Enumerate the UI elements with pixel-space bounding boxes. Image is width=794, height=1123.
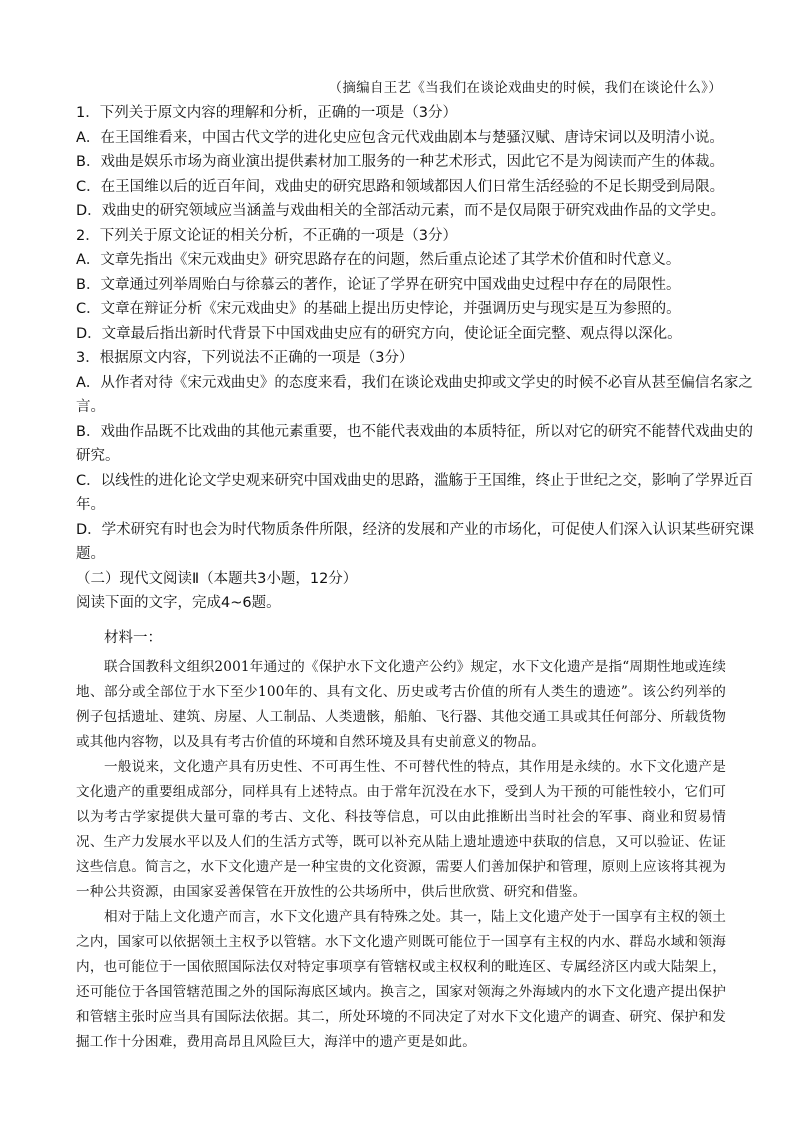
question-3-option-d-line1: D．学术研究有时也会为时代物质条件所限，经济的发展和产业的市场化，可促使人们深入认识某些研究课: [76, 521, 755, 538]
source-citation: （摘编自王艺《当我们在谈论戏曲史的时候，我们在谈论什么》）: [328, 80, 722, 96]
material-1-label: 材料一：: [104, 630, 162, 646]
question-1-option-d: D．戏曲史的研究领域应当涵盖与戏曲相关的全部活动元素，而不是仅局限于研究戏曲作品的文学史。: [76, 203, 726, 219]
material-1-text: [76, 655, 726, 1055]
section-2-instruction: 阅读下面的文字，完成4~6题。: [76, 595, 281, 611]
paragraph: 联合国教科文组织2001年通过的《保护水下文化遗产公约》规定，水下文化遗产是指“周期性地或连续地、部分或全部位于水下至少100年的、具有文化、历史或考古价值的所有人类生的遗迹”。该公约列举的例子包括遗址、建筑、房屋、人工制品、人类遗骸，船舶、飞行器、其他交通工具或其任何部分、所载货物或其他内容物，以及具有考古价值的环境和自然环境及具有史前意义的物品。: [76, 659, 726, 750]
question-3-option-b-line2: 研究。: [76, 448, 120, 464]
question-3-option-d-line2: 题。: [76, 546, 105, 562]
question-1-option-b: B．戏曲是娱乐市场为商业演出提供素材加工服务的一种艺术形式，因此它不是为阅读而产生的体裁。: [76, 154, 724, 170]
question-3-option-b-line1: B．戏曲作品既不比戏曲的其他元素重要，也不能代表戏曲的本质特征，所以对它的研究不能替代戏曲史的: [76, 423, 753, 440]
question-1-stem: 1．下列关于原文内容的理解和分析，正确的一项是（3分）: [76, 105, 457, 121]
question-3-option-c-line2: 年。: [76, 497, 105, 513]
question-2-option-d: D．文章最后指出新时代背景下中国戏曲史应有的研究方向，使论证全面完整、观点得以深化。: [76, 325, 682, 342]
question-block: [76, 101, 755, 616]
question-2-option-b: B．文章通过列举周贻白与徐慕云的著作，论证了学界在研究中国戏曲史过程中存在的局限性。: [76, 276, 681, 293]
question-1-option-c: C．在王国维以后的近百年间，戏曲史的研究思路和领域都因人们日常生活经验的不足长期受到局限。: [76, 178, 725, 195]
section-2-title: （二）现代文阅读Ⅱ（本题共3小题，12分）: [76, 570, 358, 587]
question-3-option-c-line1: C．以线性的进化论文学史观来研究中国戏曲史的思路，滥觞于王国维，终止于世纪之交，影响了学界近百: [76, 472, 754, 489]
question-3-stem: 3．根据原文内容，下列说法不正确的一项是（3分）: [76, 350, 414, 366]
question-2-option-c: C．文章在辩证分析《宋元戏曲史》的基础上提出历史悖论，并强调历史与现实是互为参照的。: [76, 301, 681, 317]
paragraph: 相对于陆上文化遗产而言，水下文化遗产具有特殊之处。其一，陆上文化遗产处于一国享有主权的领土之内，国家可以依据领土主权予以管辖。水下文化遗产则既可能位于一国享有主权的内水、群岛水域和领海内，也可能位于一国依照国际法仅对特定事项享有管辖权或主权权利的毗连区、专属经济区内或大陆架上，还可能位于各国管辖范围之外的国际海底区域内。换言之，国家对领海之外海域内的水下文化遗产提出保护和管辖主张时应当具有国际法依据。其二，所处环境的不同决定了对水下文化遗产的调查、研究、保护和发掘工作十分困难，费用高昂且风险巨大，海洋中的遗产更是如此。: [76, 909, 726, 1050]
paragraph: 一般说来，文化遗产具有历史性、不可再生性、不可替代性的特点，其作用是永续的。水下文化遗产是文化遗产的重要组成部分，同样具有上述特点。由于常年沉没在水下，受到人为干预的可能性较小，它们可以为考古学家提供大量可靠的考古、文化、科技等信息，可以由此推断出当时社会的军事、商业和贸易情况、生产力发展水平以及人们的生活方式等，既可以补充从陆上遗址遗迹中获取的信息，又可以验证、佐证这些信息。简言之，水下文化遗产是一种宝贵的文化资源，需要人们善加保护和管理，原则上应该将其视为一种公共资源，由国家妥善保管在开放性的公共场所中，供后世欣赏、研究和借鉴。: [76, 759, 726, 900]
question-3-option-a-line1: A．从作者对待《宋元戏曲史》的态度来看，我们在谈论戏曲史抑或文学史的时候不必盲从甚至偏信名家之: [76, 374, 753, 391]
question-2-stem: 2．下列关于原文论证的相关分析，不正确的一项是（3分）: [76, 227, 457, 244]
question-3-option-a-line2: 言。: [76, 399, 105, 415]
question-1-option-a: A．在王国维看来，中国古代文学的进化史应包含元代戏曲剧本与楚骚汉赋、唐诗宋词以及明清小说。: [76, 129, 724, 146]
question-2-option-a: A．文章先指出《宋元戏曲史》研究思路存在的问题，然后重点论述了其学术价值和时代意义。: [76, 252, 681, 268]
